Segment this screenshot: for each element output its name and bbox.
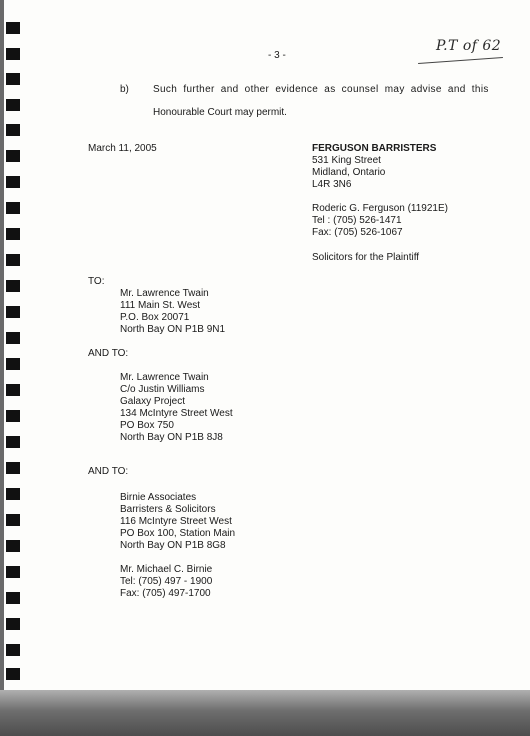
binding-tab	[6, 488, 20, 500]
binding-tab	[6, 592, 20, 604]
recipient-line: Barristers & Solicitors	[120, 504, 216, 515]
binding-tab	[6, 202, 20, 214]
binding-tab	[6, 462, 20, 474]
recipient-line: North Bay ON P1B 8G8	[120, 540, 226, 551]
to-recipient-block	[120, 288, 225, 336]
recipient-line: North Bay ON P1B 9N1	[120, 324, 226, 335]
clause-text-line-2: Honourable Court may permit.	[153, 107, 287, 118]
binding-tab	[6, 254, 20, 266]
and-to-recipient-block-2	[120, 492, 235, 552]
firm-contact	[312, 203, 448, 239]
recipient-line: P.O. Box 20071	[120, 312, 190, 323]
and-to-contact-block-2	[120, 564, 212, 600]
binding-tab	[6, 124, 20, 136]
document-date: March 11, 2005	[88, 143, 157, 154]
recipient-line: Mr. Lawrence Twain	[120, 288, 209, 299]
contact-name: Mr. Michael C. Birnie	[120, 564, 213, 575]
binding-tab	[6, 99, 20, 111]
binding-tab	[6, 540, 20, 552]
binding-tab	[6, 228, 20, 240]
recipient-line: Mr. Lawrence Twain	[120, 372, 209, 383]
binding-tab	[6, 436, 20, 448]
address-line: Midland, Ontario	[312, 167, 386, 178]
binding-tab	[6, 176, 20, 188]
scan-bottom-shadow	[0, 690, 530, 736]
recipient-line: C/o Justin Williams	[120, 384, 205, 395]
to-label: TO:	[88, 276, 105, 287]
binding-tab	[6, 332, 20, 344]
recipient-line: Galaxy Project	[120, 396, 186, 407]
recipient-line: Birnie Associates	[120, 492, 197, 503]
clause-marker: b)	[120, 84, 129, 95]
lawyer-name: Roderic G. Ferguson (11921E)	[312, 203, 448, 214]
binding-tab	[6, 566, 20, 578]
binding-tab	[6, 514, 20, 526]
recipient-line: PO Box 100, Station Main	[120, 528, 236, 539]
recipient-line: 111 Main St. West	[120, 300, 201, 311]
binding-tab	[6, 306, 20, 318]
binding-tab	[6, 48, 20, 60]
contact-fax: Fax: (705) 497-1700	[120, 588, 211, 599]
binding-tab	[6, 73, 20, 85]
binding-tab	[6, 410, 20, 422]
and-to-label-2: AND TO:	[88, 466, 129, 477]
address-line: L4R 3N6	[312, 179, 352, 190]
binding-tab	[6, 644, 20, 656]
firm-name: FERGUSON BARRISTERS	[312, 143, 437, 154]
binding-tab	[6, 280, 20, 292]
handwritten-underline	[418, 57, 503, 64]
binding-tab	[6, 22, 20, 34]
binding-tab	[6, 150, 20, 162]
and-to-label-1: AND TO:	[88, 348, 129, 359]
firm-role: Solicitors for the Plaintiff	[312, 252, 420, 263]
firm-tel: Tel : (705) 526-1471	[312, 215, 402, 226]
binding-tab	[6, 384, 20, 396]
recipient-line: North Bay ON P1B 8J8	[120, 432, 223, 443]
contact-tel: Tel: (705) 497 - 1900	[120, 576, 213, 587]
page-number: - 3 -	[268, 50, 286, 61]
recipient-line: 134 McIntyre Street West	[120, 408, 233, 419]
clause-text-line-1: Such further and other evidence as counsel may advise and this	[153, 84, 489, 95]
binding-tab	[6, 668, 20, 680]
binding-tab	[6, 618, 20, 630]
firm-address	[312, 155, 385, 191]
address-line: 531 King Street	[312, 155, 381, 166]
handwritten-page-note: P.T of 62	[436, 38, 502, 54]
recipient-line: 116 McIntyre Street West	[120, 516, 232, 527]
recipient-line: PO Box 750	[120, 420, 174, 431]
binding-edge	[0, 0, 4, 690]
binding-tab	[6, 358, 20, 370]
and-to-recipient-block-1	[120, 372, 233, 444]
firm-fax: Fax: (705) 526-1067	[312, 227, 403, 238]
spiral-binding	[0, 0, 30, 690]
